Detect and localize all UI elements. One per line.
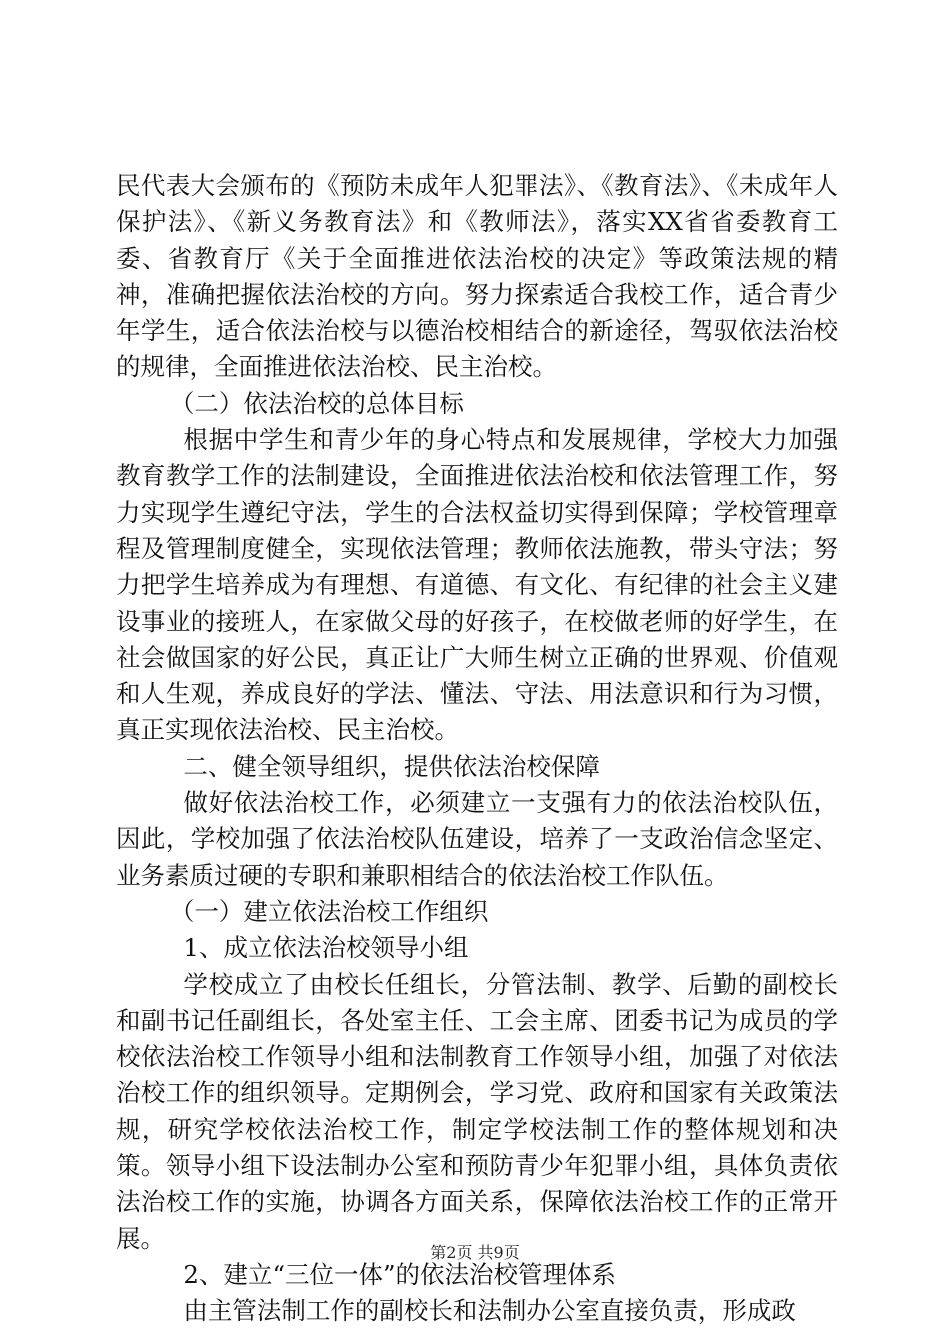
paragraph-three-in-one: 由主管法制工作的副校长和法制办公室直接负责，形成政 xyxy=(183,1296,796,1326)
heading-section-two: 二、健全领导组织，提供依法治校保障 xyxy=(183,751,600,781)
page-number-footer: 第2页 共9页 xyxy=(430,1243,520,1262)
paragraph-continuation: 民代表大会颁布的《预防未成年人犯罪法》、《教育法》、《未成年人保护法》、《新义务教育法》和《教师法》，落实XX省省委教育工委、省教育厅《关于全面推进依法治校的决定》等政策法规的精神，准确把握依法治校的方向。努力探索适合我校工作，适合青少年学生，适合依法治校与以德治校相结合的新途径，驾驭依法治校的规律，全面推进依法治校、民主治校。 xyxy=(116,171,838,382)
paragraph-overall-goal: 根据中学生和青少年的身心特点和发展规律，学校大力加强教育教学工作的法制建设，全面推进依法治校和依法管理工作，努力实现学生遵纪守法，学生的合法权益切实得到保障；学校管理章程及管理制度健全，实现依法管理；教师依法施教，带头守法；努力把学生培养成为有理想、有道德、有文化、有纪律的社会主义建设事业的接班人，在家做父母的好孩子，在校做老师的好学生，在社会做国家的好公民，真正让广大师生树立正确的世界观、价值观和人生观，养成良好的学法、懂法、守法、用法意识和行为习惯，真正实现依法治校、民主治校。 xyxy=(116,425,838,745)
heading-work-organization: （一）建立依法治校工作组织 xyxy=(169,896,489,926)
paragraph-section-two: 做好依法治校工作，必须建立一支强有力的依法治校队伍，因此，学校加强了依法治校队伍建设，培养了一支政治信念坚定、业务素质过硬的专职和兼职相结合的依法治校工作队伍。 xyxy=(116,788,838,890)
heading-leading-group: 1、成立依法治校领导小组 xyxy=(183,933,469,963)
document-body xyxy=(116,168,838,1330)
heading-three-in-one: 2、建立“三位一体”的依法治校管理体系 xyxy=(183,1259,617,1289)
paragraph-leading-group: 学校成立了由校长任组长，分管法制、教学、后勤的副校长和副书记任副组长，各处室主任、工会主席、团委书记为成员的学校依法治校工作领导小组和法制教育工作领导小组，加强了对依法治校工作的组织领导。定期例会，学习党、政府和国家有关政策法规，研究学校依法治校工作，制定学校法制工作的整体规划和决策。领导小组下设法制办公室和预防青少年犯罪小组，具体负责依法治校工作的实施，协调各方面关系，保障依法治校工作的正常开展。 xyxy=(116,969,838,1253)
heading-overall-goal: （二）依法治校的总体目标 xyxy=(169,388,464,418)
